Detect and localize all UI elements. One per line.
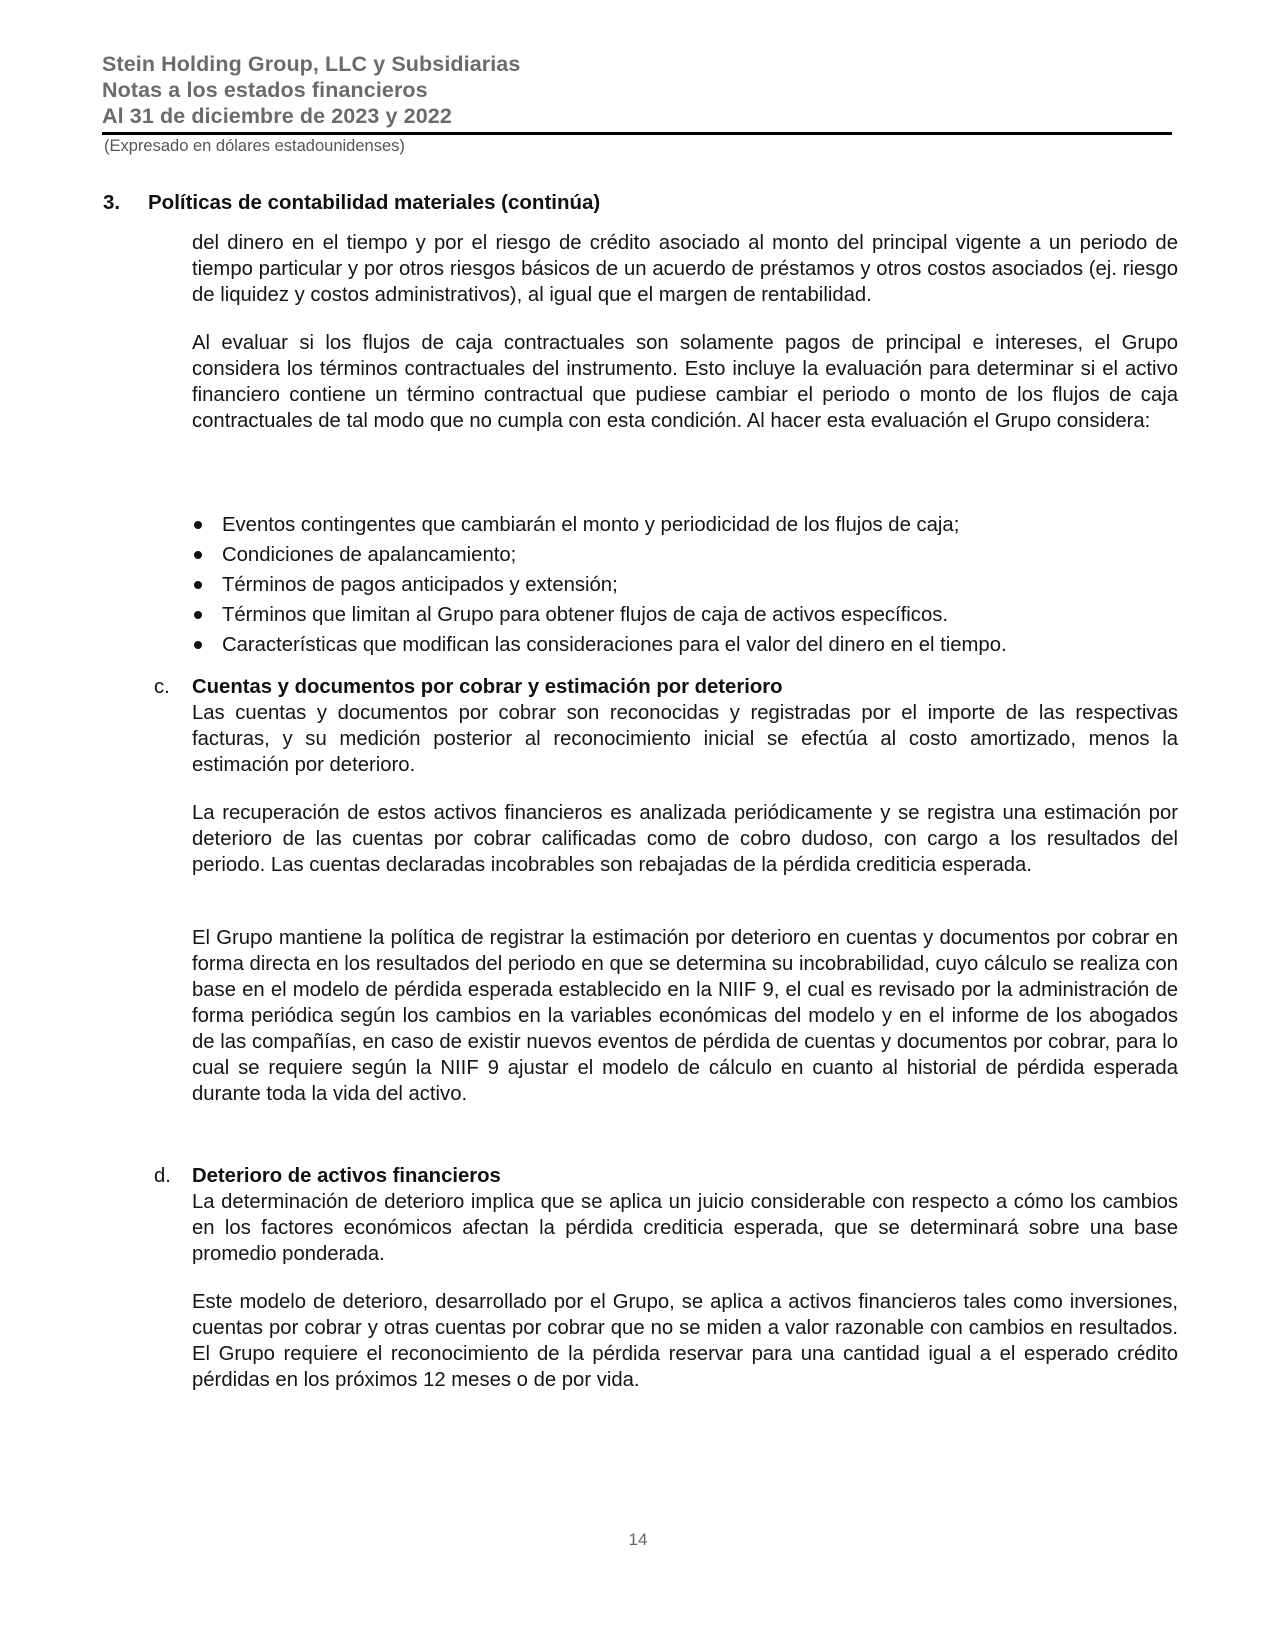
subsection-title: Cuentas y documentos por cobrar y estimación por deterioro (192, 676, 783, 698)
subsection-d-heading (154, 1163, 501, 1189)
bullet-icon (194, 521, 202, 529)
list-item: Eventos contingentes que cambiarán el monto y periodicidad de los flujos de caja; (192, 510, 1178, 540)
subsection-c-paragraph-2: La recuperación de estos activos financieros es analizada periódicamente y se registra una estimación por deterioro de las cuentas por cobrar calificadas como de cobro dudoso, con cargo a los resultados del periodo. Las cuentas declaradas incobrables son rebajadas de la pérdida crediticia esperada. (192, 802, 1178, 876)
section-heading (103, 191, 600, 215)
bullet-icon (194, 641, 202, 649)
considerations-list (192, 510, 1178, 660)
subsection-d-paragraph-2: Este modelo de deterioro, desarrollado por el Grupo, se aplica a activos financieros tales como inversiones, cuentas por cobrar y otras cuentas por cobrar que no se miden a valor razonable con cambios en resultados. El Grupo requiere el reconocimiento de la pérdida reservar para una cantidad igual a el esperado crédito pérdidas en los próximos 12 meses o de por vida. (192, 1291, 1178, 1391)
bullet-icon (194, 551, 202, 559)
paragraph-continuation (192, 230, 1178, 308)
page-header (102, 51, 1172, 155)
list-item: Términos de pagos anticipados y extensión; (192, 570, 1178, 600)
header-divider (102, 132, 1172, 135)
subsection-letter: d. (154, 1165, 171, 1187)
section-number: 3. (103, 191, 121, 214)
reporting-period: Al 31 de diciembre de 2023 y 2022 (102, 104, 452, 128)
subsection-letter: c. (154, 676, 170, 698)
paragraph-evaluation (192, 330, 1178, 434)
subsection-c-paragraph-3: El Grupo mantiene la política de registrar la estimación por deterioro en cuentas y documentos por cobrar en forma directa en los resultados del periodo en que se determina su incobrabilidad, cuyo cálculo se realiza con base en el modelo de pérdida esperada establecido en la NIIF 9, el cual es revisado por la administración de forma periódica según los cambios en la variables económicas del modelo y en el informe de los abogados de las compañías, en caso de existir nuevos eventos de pérdida de cuentas y documentos por cobrar, para lo cual se requiere según la NIIF 9 ajustar el modelo de cálculo en cuanto al historial de pérdida esperada durante toda la vida del activo. (192, 927, 1178, 1105)
subsection-c-heading (154, 674, 783, 700)
section-title: Políticas de contabilidad materiales (continúa) (148, 191, 601, 214)
currency-note: (Expresado en dólares estadounidenses) (104, 137, 405, 155)
paragraph: Al evaluar si los flujos de caja contractuales son solamente pagos de principal e intereses, el Grupo considera los términos contractuales del instrumento. Esto incluye la evaluación para determinar si el activo financiero contiene un término contractual que pudiese cambiar el periodo o monto de los flujos de caja contractuales de tal modo que no cumpla con esta condición. Al hacer esta evaluación el Grupo considera: (192, 332, 1178, 432)
list-item: Características que modifican las consideraciones para el valor del dinero en el tiempo. (192, 630, 1178, 660)
document-title: Notas a los estados financieros (102, 78, 428, 102)
list-item: Términos que limitan al Grupo para obtener flujos de caja de activos específicos. (192, 600, 1178, 630)
paragraph: del dinero en el tiempo y por el riesgo de crédito asociado al monto del principal vigente a un periodo de tiempo particular y por otros riesgos básicos de un acuerdo de préstamos y otros costos asociados (ej. riesgo de liquidez y costos administrativos), al igual que el margen de rentabilidad. (192, 232, 1178, 306)
subsection-d-paragraph-1: La determinación de deterioro implica que se aplica un juicio considerable con respecto a cómo los cambios en los factores económicos afectan la pérdida crediticia esperada, que se determinará sobre una base promedio ponderada. (192, 1191, 1178, 1265)
company-name: Stein Holding Group, LLC y Subsidiarias (102, 52, 521, 76)
list-item: Condiciones de apalancamiento; (192, 540, 1178, 570)
bullet-icon (194, 611, 202, 619)
page-number: 14 (628, 1530, 648, 1549)
bullet-icon (194, 581, 202, 589)
subsection-c-paragraph-1: Las cuentas y documentos por cobrar son reconocidas y registradas por el importe de las respectivas facturas, y su medición posterior al reconocimiento inicial se efectúa al costo amortizado, menos la estimación por deterioro. (192, 702, 1178, 776)
subsection-title: Deterioro de activos financieros (192, 1165, 501, 1187)
